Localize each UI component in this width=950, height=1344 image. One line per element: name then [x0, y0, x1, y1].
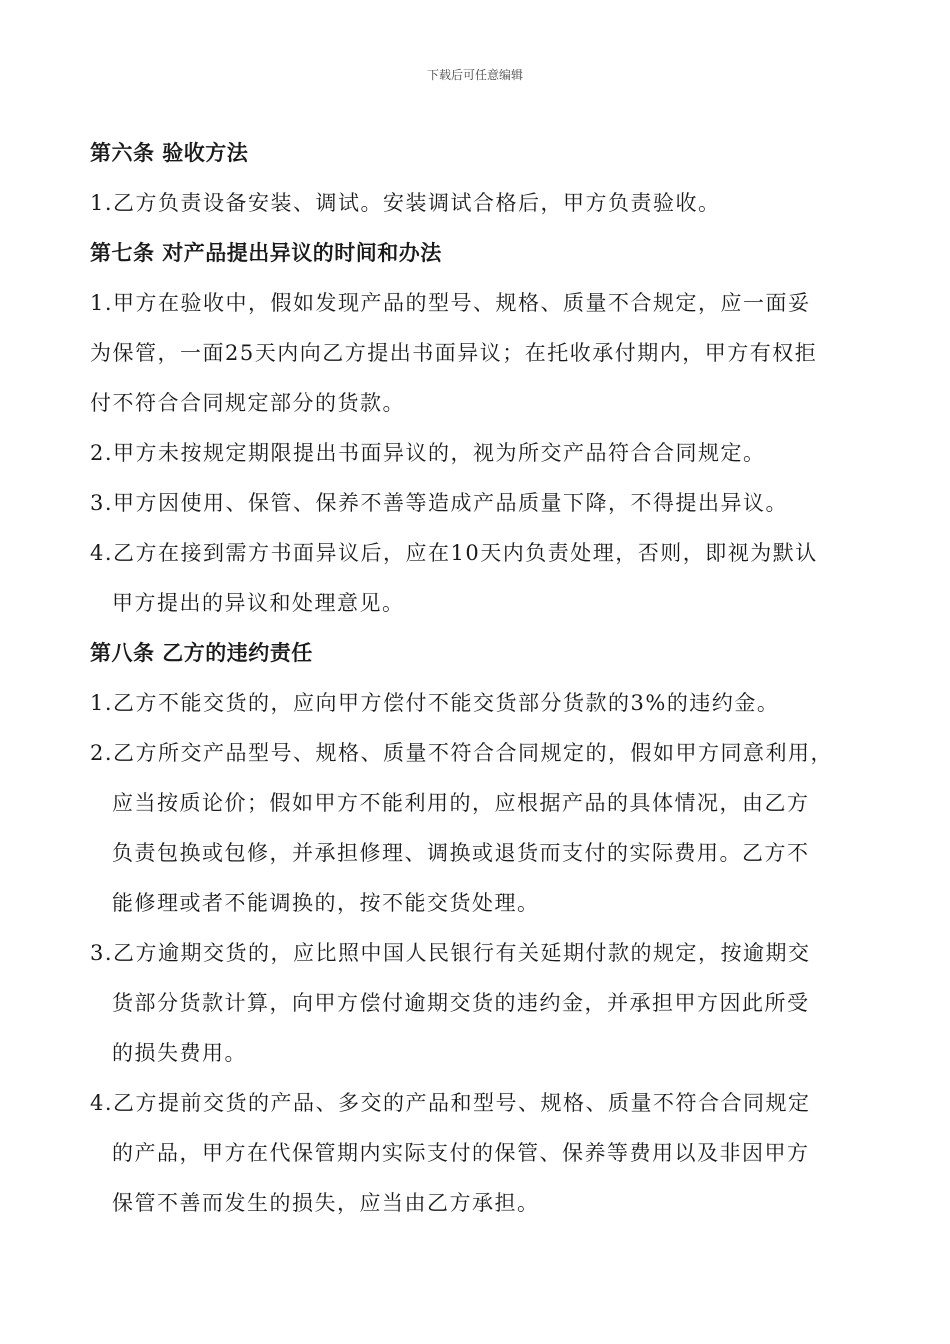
- clause-line: 3.乙方逾期交货的，应比照中国人民银行有关延期付款的规定，按逾期交: [90, 941, 811, 965]
- clause-line: 1.乙方负责设备安装、调试。安装调试合格后，甲方负责验收。: [90, 191, 721, 215]
- document-body: [90, 128, 870, 1228]
- clause-item: [90, 928, 870, 1078]
- clause-line: 保管不善而发生的损失，应当由乙方承担。: [112, 1191, 540, 1215]
- page-header-note: 下载后可任意编辑: [426, 68, 523, 82]
- clause-item: [90, 528, 870, 628]
- clause-line: 负责包换或包修，并承担修理、调换或退货而支付的实际费用。乙方不: [112, 841, 810, 865]
- clause-line: 为保管，一面25天内向乙方提出书面异议；在托收承付期内，甲方有权拒: [90, 341, 818, 365]
- clause-line: 的损失费用。: [112, 1041, 247, 1065]
- clause-line: 2.乙方所交产品型号、规格、质量不符合合同规定的，假如甲方同意利用，: [90, 741, 834, 765]
- clause-item: [90, 478, 870, 528]
- clause-line: 4.乙方在接到需方书面异议后，应在10天内负责处理，否则，即视为默认: [90, 541, 818, 565]
- section-heading: 第六条 验收方法: [90, 141, 249, 165]
- clause-item: [90, 278, 870, 428]
- clause-item: [90, 1078, 870, 1228]
- clause-line: 1.乙方不能交货的，应向甲方偿付不能交货部分货款的3%的违约金。: [90, 691, 780, 715]
- clause-line: 能修理或者不能调换的，按不能交货处理。: [112, 891, 540, 915]
- clause-line: 1.甲方在验收中，假如发现产品的型号、规格、质量不合规定，应一面妥: [90, 291, 811, 315]
- clause-item: [90, 728, 870, 928]
- clause-line: 应当按质论价；假如甲方不能利用的，应根据产品的具体情况，由乙方: [112, 791, 810, 815]
- clause-item: [90, 428, 870, 478]
- clause-line: 4.乙方提前交货的产品、多交的产品和型号、规格、质量不符合合同规定: [90, 1091, 811, 1115]
- section-heading: 第八条 乙方的违约责任: [90, 641, 313, 665]
- clause-line: 货部分货款计算，向甲方偿付逾期交货的违约金，并承担甲方因此所受: [112, 991, 810, 1015]
- clause-line: 付不符合合同规定部分的货款。: [90, 391, 405, 415]
- clause-item: [90, 178, 870, 228]
- clause-line: 甲方提出的异议和处理意见。: [112, 591, 405, 615]
- clause-item: [90, 678, 870, 728]
- clause-line: 3.甲方因使用、保管、保养不善等造成产品质量下降，不得提出异议。: [90, 491, 789, 515]
- clause-line: 2.甲方未按规定期限提出书面异议的，视为所交产品符合合同规定。: [90, 441, 766, 465]
- section-heading: 第七条 对产品提出异议的时间和办法: [90, 241, 442, 265]
- clause-line: 的产品，甲方在代保管期内实际支付的保管、保养等费用以及非因甲方: [112, 1141, 810, 1165]
